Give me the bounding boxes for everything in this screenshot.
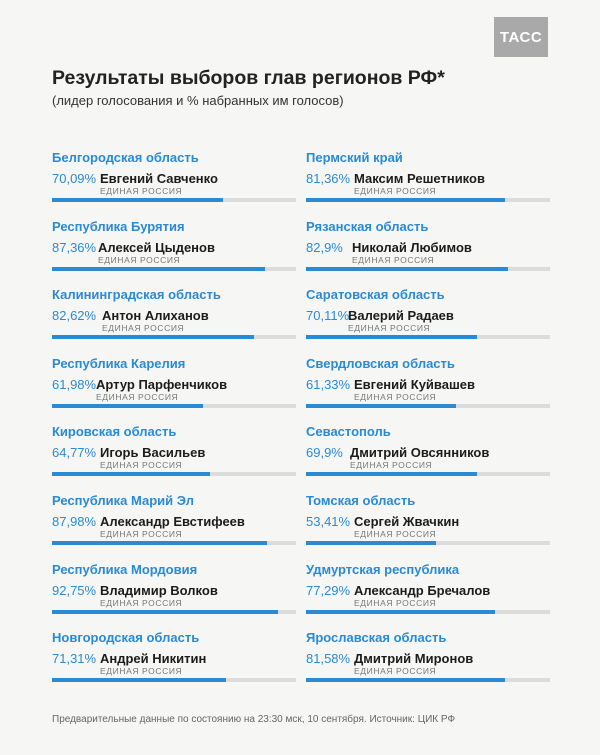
bar-track xyxy=(306,404,550,408)
party-label: ЕДИНАЯ РОССИЯ xyxy=(100,186,183,196)
region-name: Кировская область xyxy=(52,424,177,440)
vote-share-bar xyxy=(306,472,477,476)
vote-percent-label: 87,36% xyxy=(52,239,97,255)
result-entry xyxy=(52,219,296,283)
vote-percent-label: 70,09% xyxy=(52,171,97,186)
result-entry xyxy=(306,150,550,214)
party-label: ЕДИНАЯ РОССИЯ xyxy=(352,254,435,265)
result-entry xyxy=(306,493,550,557)
region-name: Саратовская область xyxy=(306,287,445,303)
region-name: Новгородская область xyxy=(52,630,200,646)
candidate-name: Андрей Никитин xyxy=(100,651,207,667)
result-entry xyxy=(52,493,296,557)
result-entry xyxy=(52,424,296,488)
result-entry xyxy=(52,356,296,420)
vote-percent-label: 61,98% xyxy=(52,376,97,392)
result-entry xyxy=(52,150,296,214)
bar-track xyxy=(306,610,550,614)
candidate-name: Максим Решетников xyxy=(354,171,485,186)
region-name: Пермский край xyxy=(306,150,403,165)
bar-track xyxy=(52,198,296,202)
region-name: Томская область xyxy=(306,493,416,508)
candidate-name: Алексей Цыденов xyxy=(98,239,215,255)
candidate-name: Николай Любимов xyxy=(352,239,472,255)
result-entry xyxy=(306,562,550,626)
vote-percent-label: 87,98% xyxy=(52,514,97,529)
vote-percent-label: 69,9% xyxy=(306,445,343,461)
party-label: ЕДИНАЯ РОССИЯ xyxy=(354,666,437,677)
region-name: Рязанская область xyxy=(306,218,429,234)
vote-percent-label: 64,77% xyxy=(52,445,97,461)
vote-percent-label: 77,29% xyxy=(306,582,351,598)
party-label: ЕДИНАЯ РОССИЯ xyxy=(100,597,183,608)
bar-track xyxy=(306,267,550,271)
vote-share-bar xyxy=(306,404,456,408)
vote-share-bar xyxy=(306,198,505,202)
vote-percent-label: 70,11% xyxy=(306,308,350,324)
vote-share-bar xyxy=(52,267,265,271)
source-footnote: Предварительные данные по состоянию на 23:30 мск, 10 сентября. Источник: ЦИК РФ xyxy=(52,714,456,725)
region-name: Удмуртская республика xyxy=(306,561,460,577)
bar-track xyxy=(52,541,296,545)
vote-share-bar xyxy=(52,198,223,202)
vote-percent-label: 53,41% xyxy=(306,514,351,529)
party-label: ЕДИНАЯ РОССИЯ xyxy=(354,186,437,196)
vote-share-bar xyxy=(52,335,254,339)
candidate-name: Артур Парфенчиков xyxy=(96,376,228,392)
vote-share-bar xyxy=(306,678,505,682)
candidate-name: Александр Бречалов xyxy=(354,582,491,598)
vote-percent-label: 81,36% xyxy=(306,171,351,186)
party-label: ЕДИНАЯ РОССИЯ xyxy=(102,323,185,334)
result-entry xyxy=(306,287,550,351)
bar-track xyxy=(52,404,296,408)
bar-track xyxy=(52,610,296,614)
party-label: ЕДИНАЯ РОССИЯ xyxy=(354,391,437,402)
candidate-name: Александр Евстифеев xyxy=(100,514,245,529)
region-name: Ярославская область xyxy=(306,630,447,646)
vote-percent-label: 82,62% xyxy=(52,308,97,324)
bar-track xyxy=(306,678,550,682)
candidate-name: Игорь Васильев xyxy=(100,445,206,461)
vote-share-bar xyxy=(52,610,278,614)
bar-track xyxy=(306,335,550,339)
candidate-name: Дмитрий Миронов xyxy=(354,651,474,667)
party-label: ЕДИНАЯ РОССИЯ xyxy=(100,460,183,471)
bar-track xyxy=(52,472,296,476)
party-label: ЕДИНАЯ РОССИЯ xyxy=(348,323,431,334)
party-label: ЕДИНАЯ РОССИЯ xyxy=(350,460,433,471)
bar-track xyxy=(306,198,550,202)
bar-track xyxy=(52,267,296,271)
region-name: Республика Марий Эл xyxy=(52,493,194,508)
vote-share-bar xyxy=(52,404,203,408)
chart-subtitle: (лидер голосования и % набранных им голосов) xyxy=(52,93,344,108)
region-name: Свердловская область xyxy=(306,355,455,371)
party-label: ЕДИНАЯ РОССИЯ xyxy=(98,254,181,265)
result-entry xyxy=(52,287,296,351)
vote-share-bar xyxy=(52,472,210,476)
bar-track xyxy=(306,472,550,476)
candidate-name: Владимир Волков xyxy=(100,582,218,598)
vote-percent-label: 71,31% xyxy=(52,651,97,667)
candidate-name: Сергей Жвачкин xyxy=(354,514,460,529)
region-name: Республика Мордовия xyxy=(52,561,198,577)
vote-percent-label: 81,58% xyxy=(306,651,351,667)
bar-track xyxy=(52,678,296,682)
vote-percent-label: 82,9% xyxy=(306,239,343,255)
candidate-name: Дмитрий Овсянников xyxy=(350,445,490,461)
region-name: Республика Бурятия xyxy=(52,218,185,234)
vote-share-bar xyxy=(52,541,267,545)
vote-percent-label: 61,33% xyxy=(306,376,351,392)
party-label: ЕДИНАЯ РОССИЯ xyxy=(100,529,183,539)
vote-share-bar xyxy=(306,541,436,545)
vote-share-bar xyxy=(306,610,495,614)
vote-share-bar xyxy=(306,335,477,339)
candidate-name: Валерий Радаев xyxy=(348,308,454,324)
chart-title: Результаты выборов глав регионов РФ* xyxy=(52,67,445,89)
region-name: Белгородская область xyxy=(52,150,199,165)
party-label: ЕДИНАЯ РОССИЯ xyxy=(100,666,183,677)
result-entry xyxy=(306,356,550,420)
result-entry xyxy=(306,630,550,694)
candidate-name: Антон Алиханов xyxy=(102,308,209,324)
tass-logo: ТАСС xyxy=(494,17,548,57)
region-name: Севастополь xyxy=(306,424,391,440)
result-entry xyxy=(52,630,296,694)
candidate-name: Евгений Куйвашев xyxy=(354,376,476,392)
result-entry xyxy=(306,219,550,283)
vote-percent-label: 92,75% xyxy=(52,582,97,598)
candidate-name: Евгений Савченко xyxy=(100,171,218,186)
region-name: Республика Карелия xyxy=(52,355,186,371)
vote-share-bar xyxy=(52,678,226,682)
bar-track xyxy=(306,541,550,545)
result-entry xyxy=(306,424,550,488)
region-name: Калининградская область xyxy=(52,287,221,303)
result-entry xyxy=(52,562,296,626)
party-label: ЕДИНАЯ РОССИЯ xyxy=(354,529,437,539)
party-label: ЕДИНАЯ РОССИЯ xyxy=(354,597,437,608)
bar-track xyxy=(52,335,296,339)
vote-share-bar xyxy=(306,267,508,271)
party-label: ЕДИНАЯ РОССИЯ xyxy=(96,391,179,402)
